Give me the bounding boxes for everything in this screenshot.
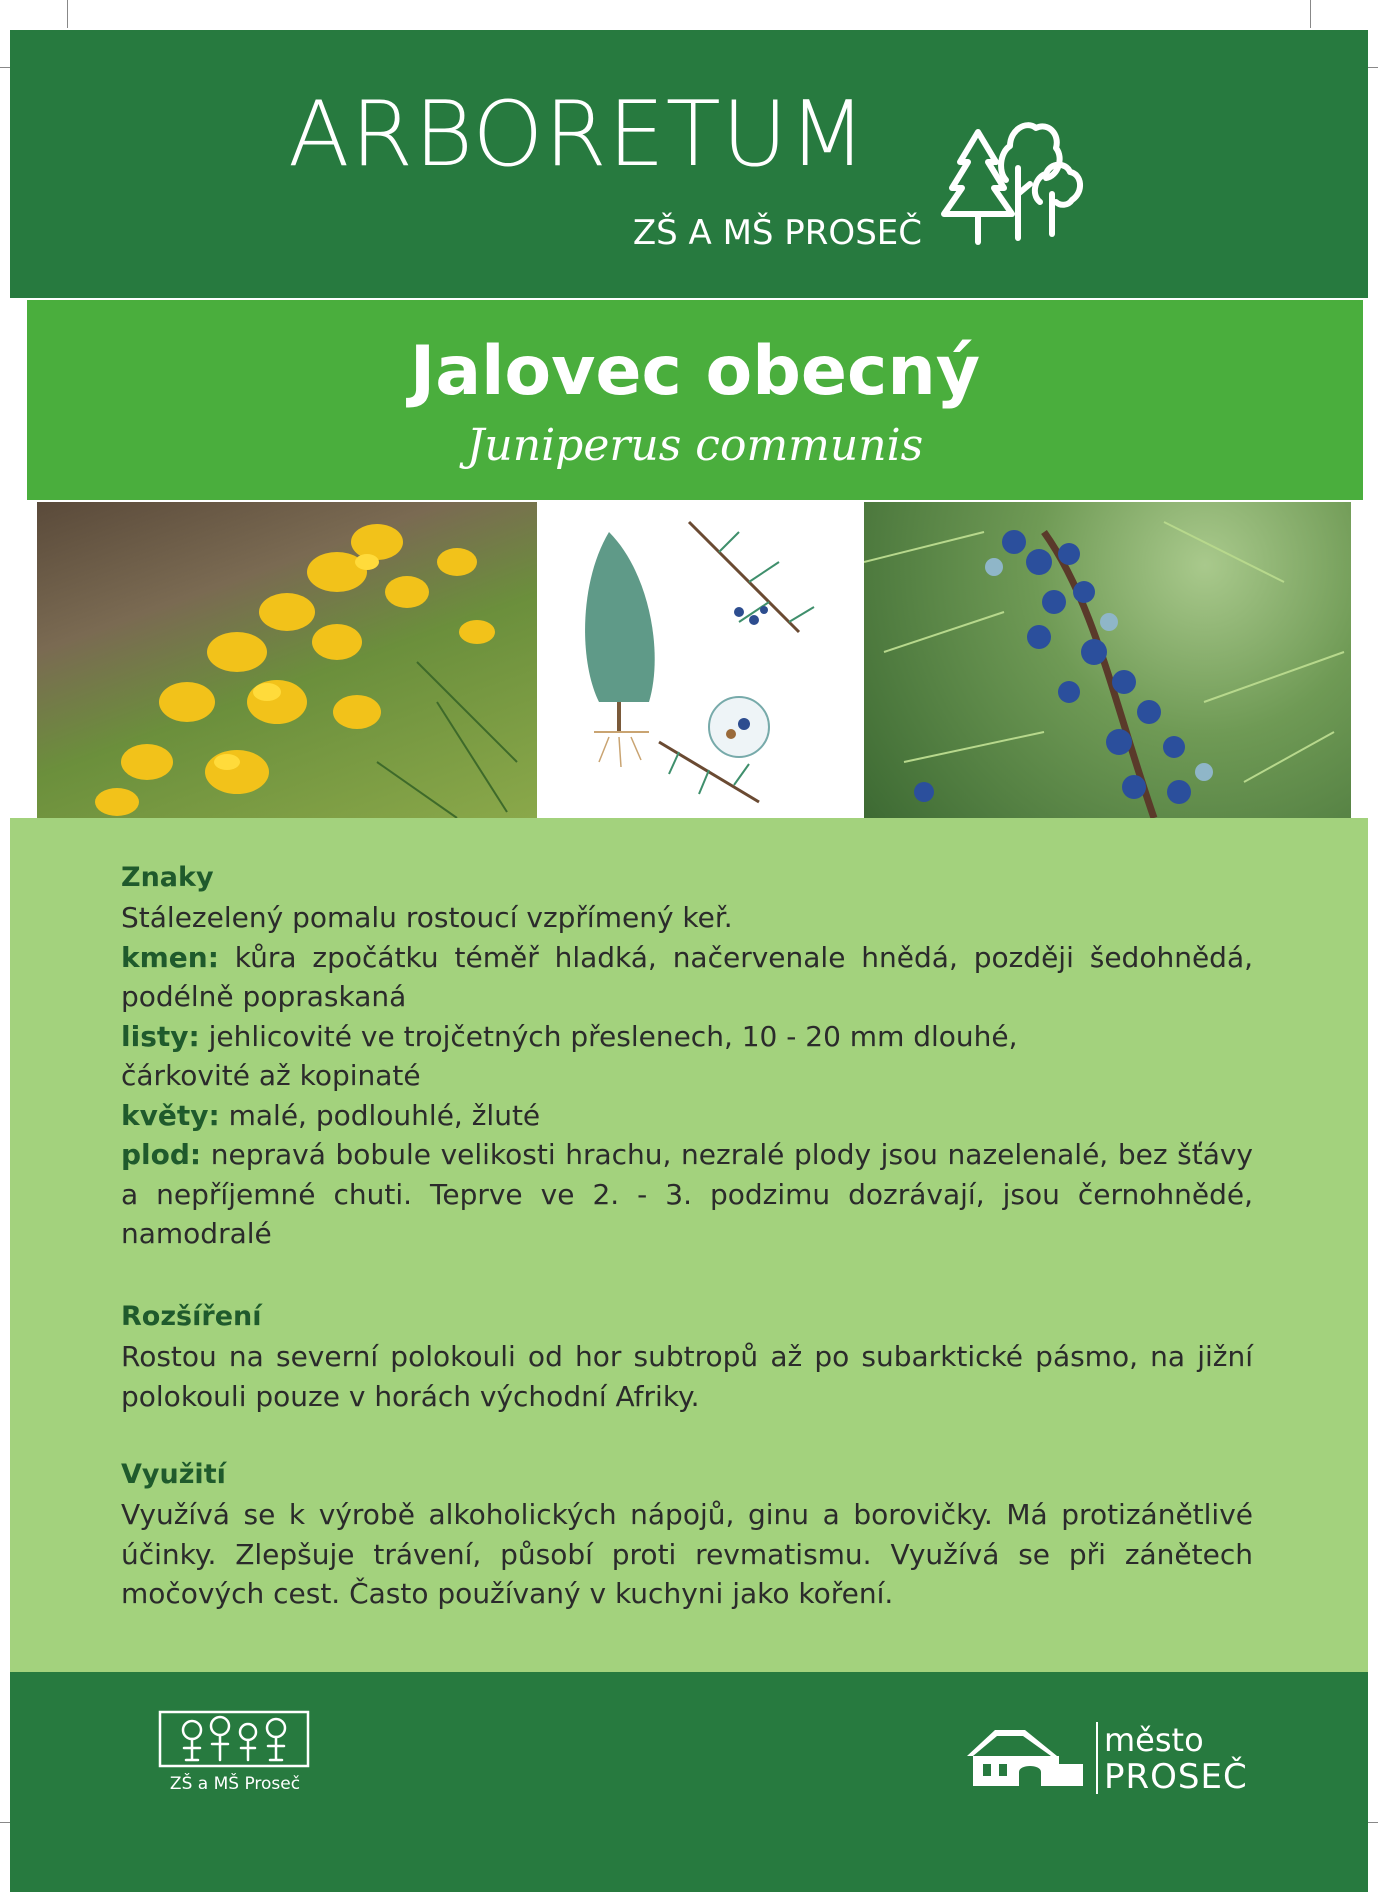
- rozsireni-text: Rostou na severní polokouli od hor subtropů až po subarktické pásmo, na jižní polokouli pouze v horách východní Afriky.: [121, 1340, 1253, 1413]
- school-children-logo-icon: [158, 1710, 310, 1770]
- section-znaky: [121, 858, 1253, 1254]
- berries-photo: [864, 502, 1351, 818]
- section-heading: Znaky: [121, 862, 214, 893]
- crop-mark: [67, 0, 68, 28]
- kmen-label: kmen:: [121, 940, 219, 974]
- kvety-label: květy:: [121, 1098, 220, 1132]
- town-name-line1: město: [1104, 1721, 1204, 1759]
- kmen-text: kůra zpočátku téměř hladká, načervenale hnědá, později šedohnědá, podélně popraskaná: [121, 940, 1253, 1013]
- brand-title: ARBORETUM: [288, 82, 868, 187]
- kvety-text: malé, podlouhlé, žluté: [219, 1098, 541, 1132]
- footer-banner: [10, 1672, 1368, 1892]
- plod-paragraph: [121, 1135, 1253, 1254]
- kmen-paragraph: [121, 938, 1253, 1017]
- listy-text: jehlicovité ve trojčetných přeslenech, 10 - 20 mm dlouhé, čárkovité až kopinaté: [121, 1019, 1018, 1092]
- brand-subtitle: ZŠ A MŠ PROSEČ: [632, 213, 922, 253]
- listy-paragraph: [121, 1017, 1151, 1096]
- plod-label: plod:: [121, 1138, 202, 1171]
- botanical-illustration: [539, 502, 862, 818]
- kvety-paragraph: [121, 1096, 1253, 1136]
- listy-label: listy:: [121, 1019, 200, 1053]
- section-rozsireni: [121, 1297, 1253, 1416]
- flower-photo: [37, 502, 537, 818]
- intro-text: Stálezelený pomalu rostoucí vzpřímený keř.: [121, 901, 733, 934]
- vyuziti-text: Využívá se k výrobě alkoholických nápojů, ginu a borovičky. Má protizánětlivé účinky. Zlepšuje trávení, působí proti revmatismu. Využívá se při zánětech močových cest. Často používaný v kuchyni jako koření.: [121, 1498, 1253, 1610]
- town-separator: [1096, 1722, 1098, 1794]
- section-heading: Využití: [121, 1459, 226, 1490]
- section-heading: Rozšíření: [121, 1301, 262, 1332]
- school-caption: ZŠ a MŠ Proseč: [169, 1774, 301, 1794]
- plod-text: nepravá bobule velikosti hrachu, nezralé plody jsou nazelenalé, bez šťávy a nepříjemné chuti. Teprve ve 2. - 3. podzimu dozrávají, jsou černohnědé, namodralé: [121, 1138, 1253, 1250]
- town-name-line2: PROSEČ: [1104, 1757, 1248, 1797]
- title-band: [27, 300, 1363, 500]
- section-vyuziti: [121, 1455, 1253, 1614]
- trees-logo-icon: [940, 110, 1090, 250]
- plant-common-name: Jalovec obecný: [409, 332, 981, 411]
- crop-mark: [1310, 0, 1311, 28]
- plant-latin-name: Juniperus communis: [466, 420, 924, 471]
- town-house-logo-icon: [965, 1720, 1085, 1790]
